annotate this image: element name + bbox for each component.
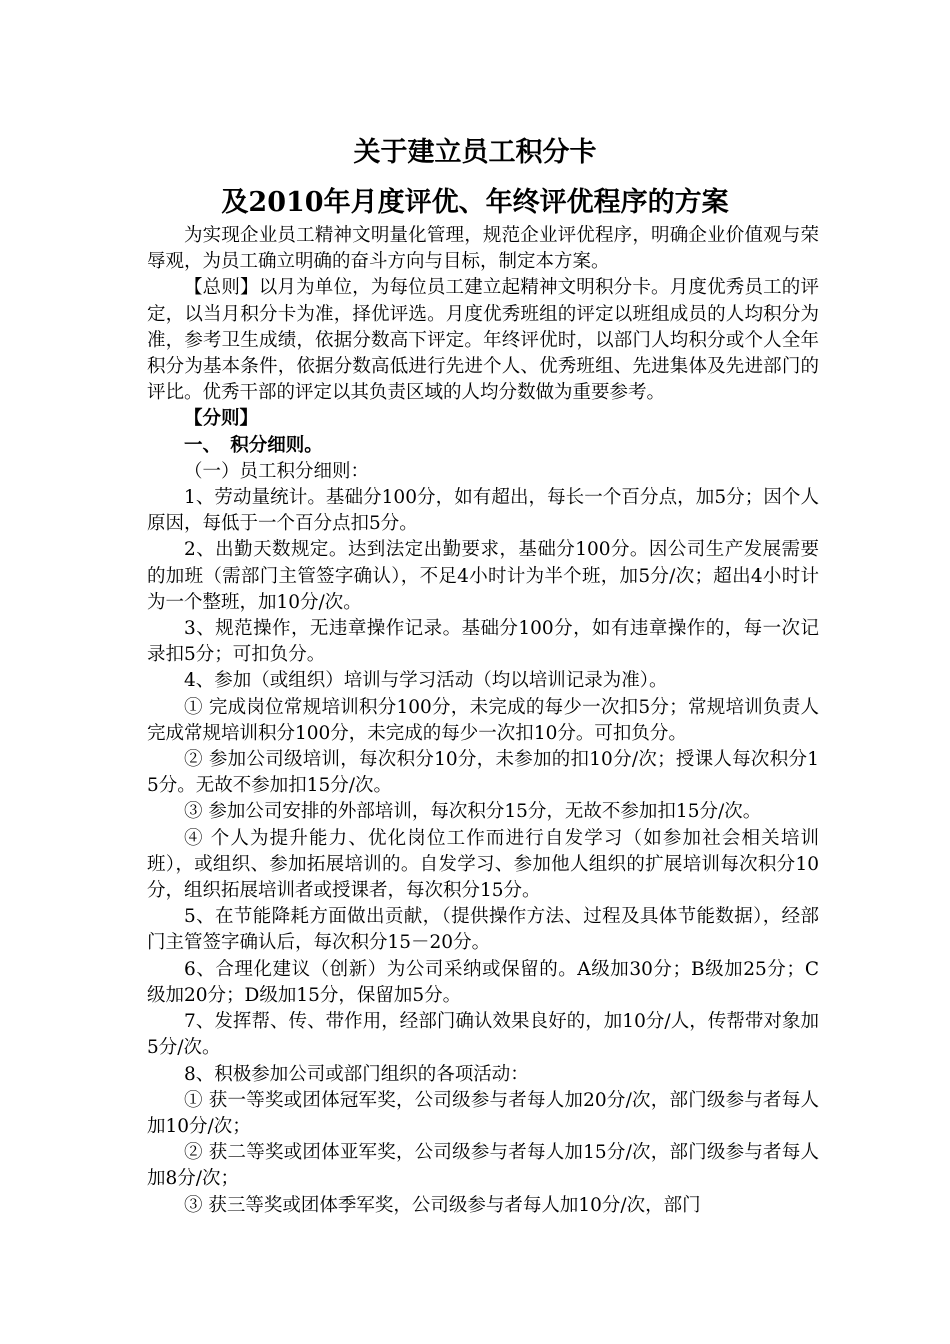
rule-item: 1、劳动量统计。基础分100分，如有超出，每长一个百分点，加5分；因个人原因，每低于一个百分点扣5分。 <box>147 487 819 535</box>
rule-subitem: ① 获一等奖或团体冠军奖，公司级参与者每人加20分/次，部门级参与者每人加10分/次； <box>147 1089 819 1137</box>
rule-item: 2、出勤天数规定。达到法定出勤要求，基础分100分。因公司生产发展需要的加班（需部门主管签字确认），不足4小时计为半个班，加5分/次；超出4小时计为一个整班，加10分/次。 <box>147 539 819 613</box>
rule-subitem: ③ 参加公司安排的外部培训，每次积分15分，无故不参加扣15分/次。 <box>184 801 762 823</box>
document-body <box>147 223 819 1219</box>
document-title-line-2: 及2010年月度评优、年终评优程序的方案 <box>221 187 729 218</box>
intro-paragraph: 为实现企业员工精神文明量化管理，规范企业评优程序，明确企业价值观与荣辱观，为员工确立明确的奋斗方向与目标，制定本方案。 <box>147 225 819 273</box>
rule-subitem: ② 参加公司级培训，每次积分10分，未参加的扣10分/次；授课人每次积分15分。无故不参加扣15分/次。 <box>147 749 819 797</box>
detailed-rules-heading: 【分则】 <box>184 408 259 430</box>
rule-subitem: ④ 个人为提升能力、优化岗位工作而进行自发学习（如参加社会相关培训班），或组织、参加拓展培训的。自发学习、参加他人组织的扩展培训每次积分10分，组织拓展培训者或授课者，每次积分15分。 <box>147 827 819 902</box>
rule-item: 5、在节能降耗方面做出贡献，（提供操作方法、过程及具体节能数据），经部门主管签字确认后，每次积分15－20分。 <box>147 906 819 954</box>
rule-item: 4、参加（或组织）培训与学习活动（均以培训记录为准）。 <box>184 670 668 692</box>
rule-item: 7、发挥帮、传、带作用，经部门确认效果良好的，加10分/人，传帮带对象加5分/次。 <box>147 1011 819 1059</box>
section-1-heading: 一、 积分细则。 <box>184 434 323 456</box>
rule-item: 3、规范操作，无违章操作记录。基础分100分，如有违章操作的，每一次记录扣5分；可扣负分。 <box>147 618 819 666</box>
general-rules-paragraph: 【总则】以月为单位，为每位员工建立起精神文明积分卡。月度优秀员工的评定，以当月积分卡为准，择优评选。月度优秀班组的评定以班组成员的人均积分为准，参考卫生成绩，依据分数高下评定。年终评优时，以部门人均积分或个人全年积分为基本条件，依据分数高低进行先进个人、优秀班组、先进集体及先进部门的评比。优秀干部的评定以其负责区域的人均分数做为重要参考。 <box>147 277 819 404</box>
rule-subitem: ③ 获三等奖或团体季军奖，公司级参与者每人加10分/次，部门 <box>184 1194 701 1216</box>
rule-item: 8、积极参加公司或部门组织的各项活动： <box>184 1063 529 1085</box>
rule-item: 6、合理化建议（创新）为公司采纳或保留的。A级加30分；B级加25分；C级加20分；D级加15分，保留加5分。 <box>147 958 819 1006</box>
rule-subitem: ① 完成岗位常规培训积分100分，未完成的每少一次扣5分；常规培训负责人完成常规培训积分100分，未完成的每少一次扣10分。可扣负分。 <box>147 696 819 744</box>
subsection-heading: （一）员工积分细则： <box>184 460 370 482</box>
document-title-line-1: 关于建立员工积分卡 <box>353 137 597 168</box>
rule-subitem: ② 获二等奖或团体亚军奖，公司级参与者每人加15分/次，部门级参与者每人加8分/次； <box>147 1142 819 1190</box>
